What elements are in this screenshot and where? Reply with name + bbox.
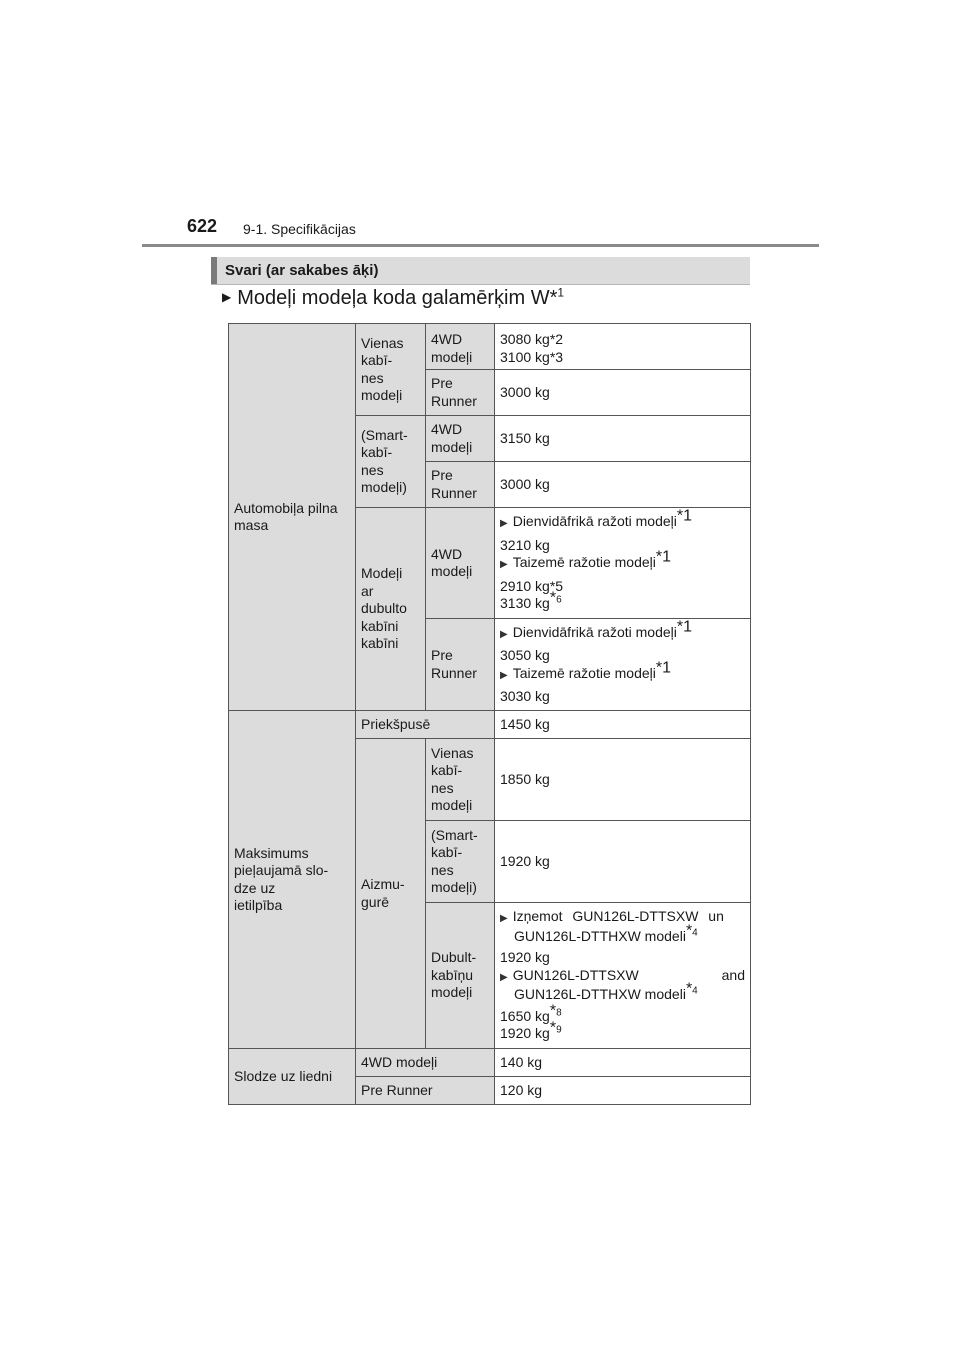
prerunner-label: Pre Runner: [426, 462, 495, 508]
4wd-label: 4WD modeļi: [426, 416, 495, 462]
section-title: Svari (ar sakabes āķi): [225, 262, 379, 279]
4wd-label: 4WD modeļi: [356, 1049, 495, 1077]
triangle-bullet-icon: ▶: [500, 518, 508, 530]
value-cell: 120 kg: [495, 1077, 751, 1105]
double-cab-label: Modeļi ar dubulto kabīni kabīni: [356, 508, 426, 711]
single-cab-label: Vienas kabī- nes modeļi: [356, 324, 426, 416]
subheading: [222, 287, 564, 310]
value-cell: 3000 kg: [495, 370, 751, 416]
value-cell: 1920 kg: [495, 821, 751, 903]
row-header-vehicle-mass: Automobiļa pilna masa: [229, 324, 356, 711]
triangle-bullet-icon: ▶: [222, 290, 232, 304]
list-item: ▶ Taizemē ražotie modeļi$^{*1}$: [500, 658, 671, 681]
smart-cab-label: (Smart- kabī- nes modeļi): [426, 821, 495, 903]
value-cell: ▶ Dienvidāfrikā ražoti modeļi$^{*1}$ 3050 kg ▶ Taizemē ražotie modeļi$^{*1}$ 3030 kg: [495, 619, 751, 711]
prerunner-label: Pre Runner: [426, 370, 495, 416]
header-rule: [142, 244, 819, 247]
value-cell: 1450 kg: [495, 711, 751, 739]
value-cell: ▶ Izņemot GUN126L-DTTSXW un GUN126L-DTTHXW modeli$^{*4}$ 1920 kg ▶ GUN126L-DTTSXW and GUN126L-DTTHXW modeli$^{*4}$ 1650 $kg^{*8}$ 1920 $kg^{*9}$: [495, 903, 751, 1049]
row-header-roof-load: Slodze uz liedni: [229, 1049, 356, 1105]
list-item: ▶ Dienvidāfrikā ražoti modeļi$^{*1}$: [500, 507, 693, 530]
table-row: [229, 711, 751, 739]
value-cell: 3150 kg: [495, 416, 751, 462]
subheading-footnote: 1: [557, 285, 565, 300]
triangle-bullet-icon: ▶: [500, 913, 508, 925]
triangle-bullet-icon: ▶: [500, 669, 508, 681]
section-heading-bar: [211, 257, 750, 285]
row-header-max-axle: Maksimums pieļaujamā slo- dze uz ietilpība: [229, 711, 356, 1049]
list-item: ▶ Taizemē ražotie modeļi$^{*1}$: [500, 548, 671, 571]
list-item: ▶ Izņemot GUN126L-DTTSXW un: [500, 908, 724, 925]
value-cell: ▶ Dienvidāfrikā ražoti modeļi$^{*1}$ 3210 kg ▶ Taizemē ražotie modeļi$^{*1}$ 2910 kg*5 3130 $kg^{*6}$: [495, 508, 751, 619]
smart-cab-label: (Smart- kabī- nes modeļi): [356, 416, 426, 508]
list-item: ▶ Dienvidāfrikā ražoti modeļi$^{*1}$: [500, 617, 693, 640]
4wd-label: 4WD modeļi: [426, 324, 495, 370]
triangle-bullet-icon: ▶: [500, 628, 508, 640]
front-label: Priekšpusē: [356, 711, 495, 739]
value-cell: 1850 kg: [495, 739, 751, 821]
table-row: [229, 324, 751, 370]
single-cab-label: Vienas kabī- nes modeļi: [426, 739, 495, 821]
prerunner-label: Pre Runner: [356, 1077, 495, 1105]
triangle-bullet-icon: ▶: [500, 971, 508, 983]
value-cell: 140 kg: [495, 1049, 751, 1077]
list-item: ▶ GUN126L-DTTSXW and: [500, 966, 745, 983]
table-row: [229, 1049, 751, 1077]
4wd-label: 4WD modeļi: [426, 508, 495, 619]
page-number: 622: [187, 216, 218, 236]
prerunner-label: Pre Runner: [426, 619, 495, 711]
triangle-bullet-icon: ▶: [500, 559, 508, 571]
value-cell: 3080 kg*2 3100 kg*3: [495, 324, 751, 370]
weights-table: [228, 323, 751, 1105]
running-head: 9-1. Specifikācijas: [243, 221, 356, 237]
double-cab-label: Dubult- kabīņu modeļi: [426, 903, 495, 1049]
rear-label: Aizmu- gurē: [356, 739, 426, 1049]
value-cell: 3000 kg: [495, 462, 751, 508]
subheading-text: Modeļi modeļa koda galamērķim W*: [237, 287, 558, 309]
section-bar-accent: [211, 257, 217, 284]
